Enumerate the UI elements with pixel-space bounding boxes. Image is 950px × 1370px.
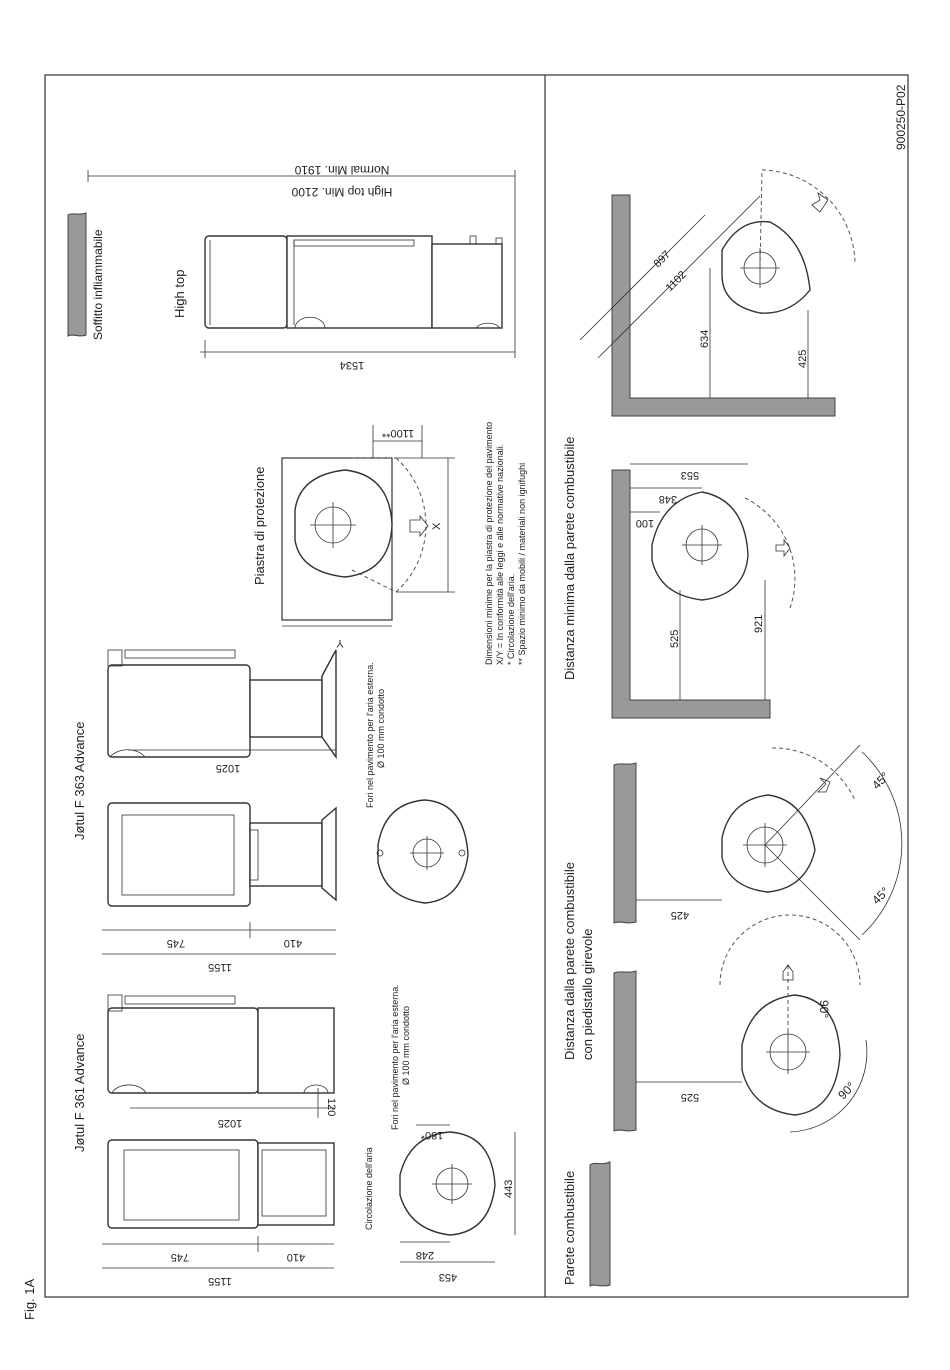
dim-443: 443 [503, 1179, 515, 1198]
dim-410-b: 410 [283, 937, 303, 949]
dim-1155-b: 1155 [208, 961, 232, 973]
protection-plate [282, 458, 428, 620]
corner-minimum-diagram [612, 470, 795, 718]
dim-553: 553 [680, 469, 700, 481]
dim-897: 897 [651, 248, 674, 271]
angle-90-b: 90° [835, 1079, 858, 1103]
dim-y: Y [336, 637, 344, 649]
girevole-label-2: con piedistallo girevole [580, 928, 595, 1060]
dim-1025-b: 1025 [215, 762, 241, 774]
angle-45-b: 45° [869, 884, 892, 908]
f361-floor-plan [400, 1132, 495, 1235]
piastra-label: Piastra di protezione [252, 466, 267, 585]
dim-745-b: 745 [166, 937, 186, 949]
dim-453: 453 [438, 1271, 458, 1283]
pedestal-90-diagram [614, 915, 867, 1132]
dim-410-a: 410 [286, 1251, 306, 1263]
f363-side-view [108, 650, 336, 757]
note-3: * Circolazione dell'aria. [506, 573, 516, 665]
note-1: Dimensioni minime per la piastra di protezione del pavimento [484, 421, 494, 665]
dim-248: 248 [415, 1249, 435, 1261]
f361-side-view [108, 995, 334, 1093]
f363-floor-holes [377, 800, 468, 903]
circolazione-label: Circolazione dell'aria [364, 1147, 374, 1230]
girevole-label-1: Distanza dalla parete combustibile [562, 862, 577, 1060]
dim-425-a: 425 [670, 909, 690, 921]
parete-label: Parete combustibile [562, 1170, 577, 1285]
dim-425-b: 425 [797, 349, 809, 368]
f363-front-view [108, 803, 336, 906]
high-top-label: High top [172, 269, 187, 318]
dim-1534: 1534 [339, 359, 365, 371]
parete-wall-symbol [590, 1162, 610, 1286]
dim-120: 120 [325, 1098, 337, 1117]
f363-title: Jøtul F 363 Advance [72, 721, 87, 840]
dim-525-a: 525 [680, 1091, 700, 1103]
fori-a-label: Fori nel pavimento per l'aria esterna. [390, 984, 400, 1130]
high-top-stove [205, 236, 502, 328]
fori-b-label: Fori nel pavimento per l'aria esterna. [365, 662, 375, 808]
dim-x: X [431, 522, 443, 530]
corner-diagonal-diagram [580, 170, 855, 416]
note-2: X/Y = In conformità alle leggi e alle normative nazionali. [495, 443, 505, 665]
f361-title: Jøtul F 361 Advance [72, 1033, 87, 1152]
angle-45-a: 45° [869, 769, 892, 793]
fori-a-label-2: Ø 100 mm condotto [401, 1005, 411, 1085]
ceiling-high-top-min: High top Min. 2100 [291, 185, 393, 199]
dim-1100: 1100** [381, 427, 415, 439]
dim-745-a: 745 [170, 1251, 190, 1263]
dim-525-b: 525 [669, 629, 681, 648]
note-4: ** Spazio minimo da mobili / materiali non ignifughi [517, 462, 527, 665]
ceiling-wall [68, 213, 86, 336]
notes-block [484, 422, 527, 665]
figure-label: Fig. 1A [22, 1278, 37, 1320]
dim-180: 180* [420, 1129, 444, 1141]
pedestal-45-diagram [614, 745, 902, 940]
figure-code: 900250-P02 [894, 84, 908, 150]
dim-100: 100 [635, 517, 655, 529]
f361-front-view [108, 1140, 334, 1228]
ceiling-label: Soffitto infliammabile [91, 229, 105, 340]
dim-348: 348 [658, 493, 678, 505]
dim-1155-a: 1155 [208, 1275, 232, 1287]
minima-label: Distanza minima dalla parete combustibile [562, 436, 577, 680]
angle-90-a: 90° [817, 1000, 831, 1019]
dim-1102: 1102 [663, 268, 689, 295]
fori-b-label-2: Ø 100 mm condotto [376, 688, 386, 768]
dim-634: 634 [699, 329, 711, 348]
ceiling-normal-min: Normal Min. 1910 [294, 163, 390, 177]
dim-1025-a: 1025 [217, 1117, 243, 1129]
dim-921: 921 [753, 614, 765, 633]
